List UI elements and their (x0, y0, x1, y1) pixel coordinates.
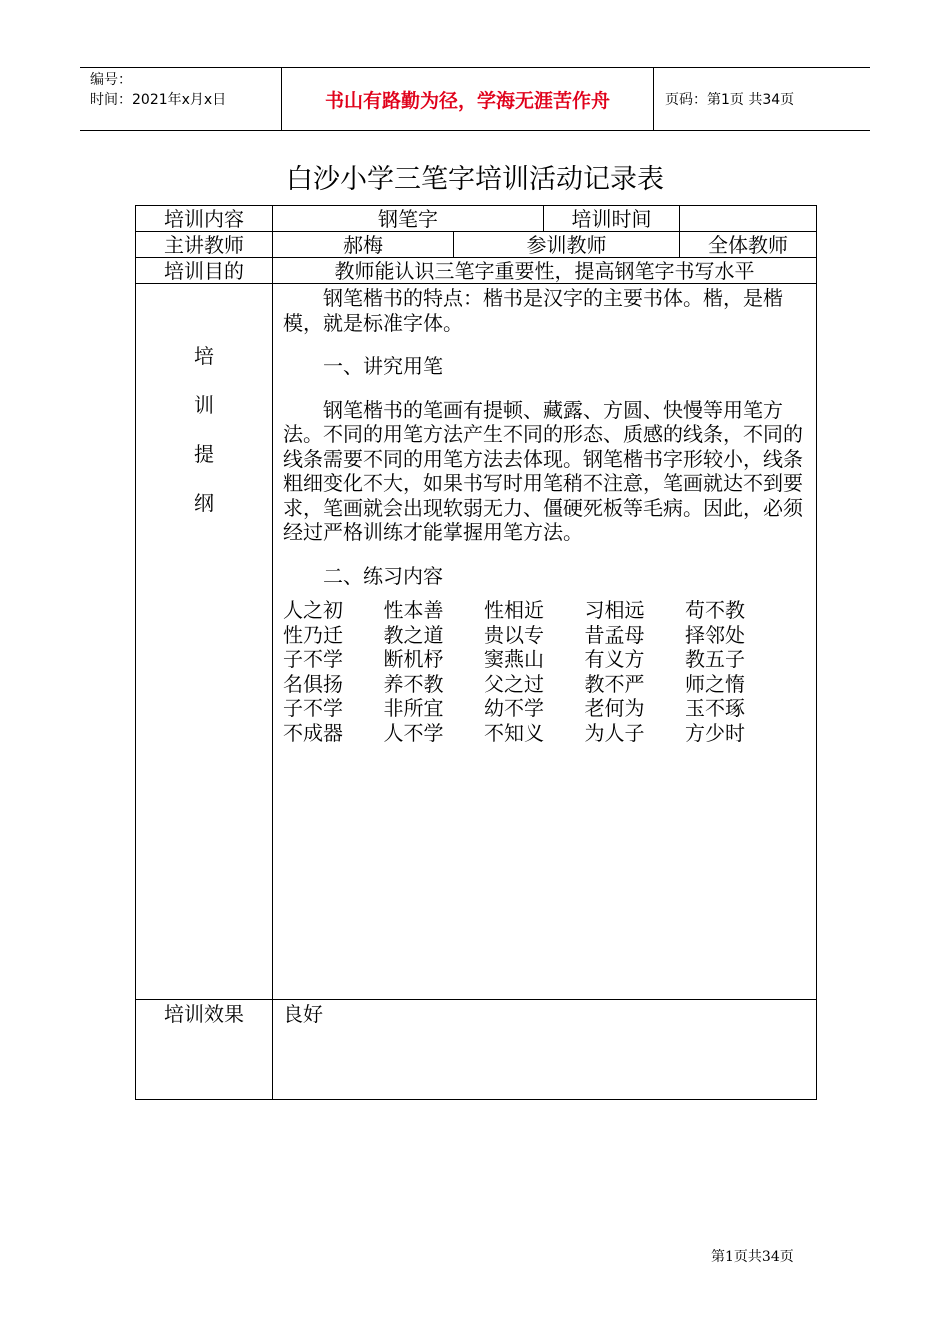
practice-phrase: 性本善 (383, 598, 444, 622)
section-heading: 二、练习内容 (323, 563, 443, 588)
outline-label-char: 训 (194, 393, 214, 417)
practice-phrase: 教不严 (584, 671, 645, 696)
page-header (80, 67, 870, 131)
outline-label (136, 284, 273, 1000)
practice-row (283, 672, 808, 697)
practice-phrase: 老何为 (584, 696, 645, 720)
practice-phrase: 昔孟母 (584, 622, 645, 647)
practice-phrase: 非所宜 (383, 696, 444, 720)
practice-phrase: 教之道 (383, 622, 444, 647)
lecturer-value: 郝梅 (273, 232, 454, 258)
purpose-value: 教师能认识三笔字重要性，提高钢笔字书写水平 (273, 258, 817, 284)
practice-phrase: 养不教 (383, 671, 444, 696)
table-row (136, 284, 817, 1000)
purpose-label: 培训目的 (136, 258, 273, 284)
practice-phrase: 有义方 (584, 647, 645, 671)
outline-label-char: 提 (194, 442, 214, 466)
document-date: 时间：2021年x月x日 (90, 92, 227, 108)
practice-phrase: 玉不琢 (685, 696, 745, 720)
practice-phrase: 子不学 (283, 647, 343, 671)
header-meta (90, 70, 280, 110)
practice-phrase: 师之惰 (685, 671, 745, 696)
practice-phrase: 性相近 (484, 598, 544, 622)
outline-label-char: 纲 (194, 491, 214, 515)
time-value (680, 206, 817, 232)
practice-phrase: 子不学 (283, 696, 343, 720)
practice-phrase: 父之过 (484, 671, 544, 696)
practice-phrase: 名俱扬 (283, 671, 343, 696)
outline-label-char: 培 (194, 344, 214, 368)
participants-label: 参训教师 (454, 232, 680, 258)
table-row (136, 258, 817, 284)
participants-value: 全体教师 (680, 232, 817, 258)
practice-grid (283, 598, 808, 745)
document-number-label: 编号： (90, 72, 132, 88)
header-page-info: 页码：第1页 共34页 (665, 92, 795, 108)
practice-phrase: 贵以专 (484, 622, 544, 647)
table-row (136, 206, 817, 232)
table-row (136, 1000, 817, 1100)
section-heading: 一、讲究用笔 (323, 354, 443, 378)
practice-phrase: 窦燕山 (484, 647, 544, 671)
effect-value: 良好 (273, 1000, 817, 1100)
page-footer: 第1页共34页 (711, 1249, 794, 1265)
practice-row (283, 696, 808, 721)
practice-phrase: 择邻处 (685, 622, 745, 647)
document-title: 白沙小学三笔字培训活动记录表 (286, 164, 664, 195)
practice-phrase: 习相远 (584, 598, 645, 622)
practice-phrase: 人不学 (383, 720, 444, 745)
practice-phrase: 性乃迁 (283, 622, 343, 647)
section-body: 钢笔楷书的笔画有提顿、藏露、方圆、快慢等用笔方法。不同的用笔方法产生不同的形态、质感的线条，不同的线条需要不同的用笔方法去体现。钢笔楷书字形较小，线条粗细变化不大，如果书写时用笔稍不注意，笔画就达不到要求，笔画就会出现软弱无力、僵硬死板等毛病。因此，必须经过严格训练才能掌握用笔方法。 (283, 397, 803, 544)
outline-content (273, 284, 817, 1000)
practice-phrase: 不成器 (283, 720, 343, 745)
lecturer-label: 主讲教师 (136, 232, 273, 258)
content-label: 培训内容 (136, 206, 273, 232)
practice-row (283, 721, 808, 746)
outline-intro: 钢笔楷书的特点：楷书是汉字的主要书体。楷，是楷模，就是标准字体。 (283, 286, 783, 335)
practice-row (283, 647, 808, 672)
practice-phrase: 人之初 (283, 598, 343, 622)
practice-row (283, 623, 808, 648)
practice-phrase: 方少时 (685, 720, 745, 745)
header-divider (653, 68, 654, 130)
effect-label: 培训效果 (136, 1000, 273, 1100)
practice-phrase: 不知义 (484, 720, 544, 745)
training-record-table (135, 205, 817, 1100)
practice-phrase: 教五子 (685, 647, 745, 671)
practice-phrase: 断机杼 (383, 647, 444, 671)
header-motto: 书山有路勤为径，学海无涯苦作舟 (324, 89, 610, 112)
practice-row (283, 598, 808, 623)
practice-phrase: 苟不教 (685, 598, 745, 622)
time-label: 培训时间 (544, 206, 680, 232)
table-row (136, 232, 817, 258)
practice-phrase: 幼不学 (484, 696, 544, 720)
content-value: 钢笔字 (273, 206, 544, 232)
practice-phrase: 为人子 (584, 720, 645, 745)
